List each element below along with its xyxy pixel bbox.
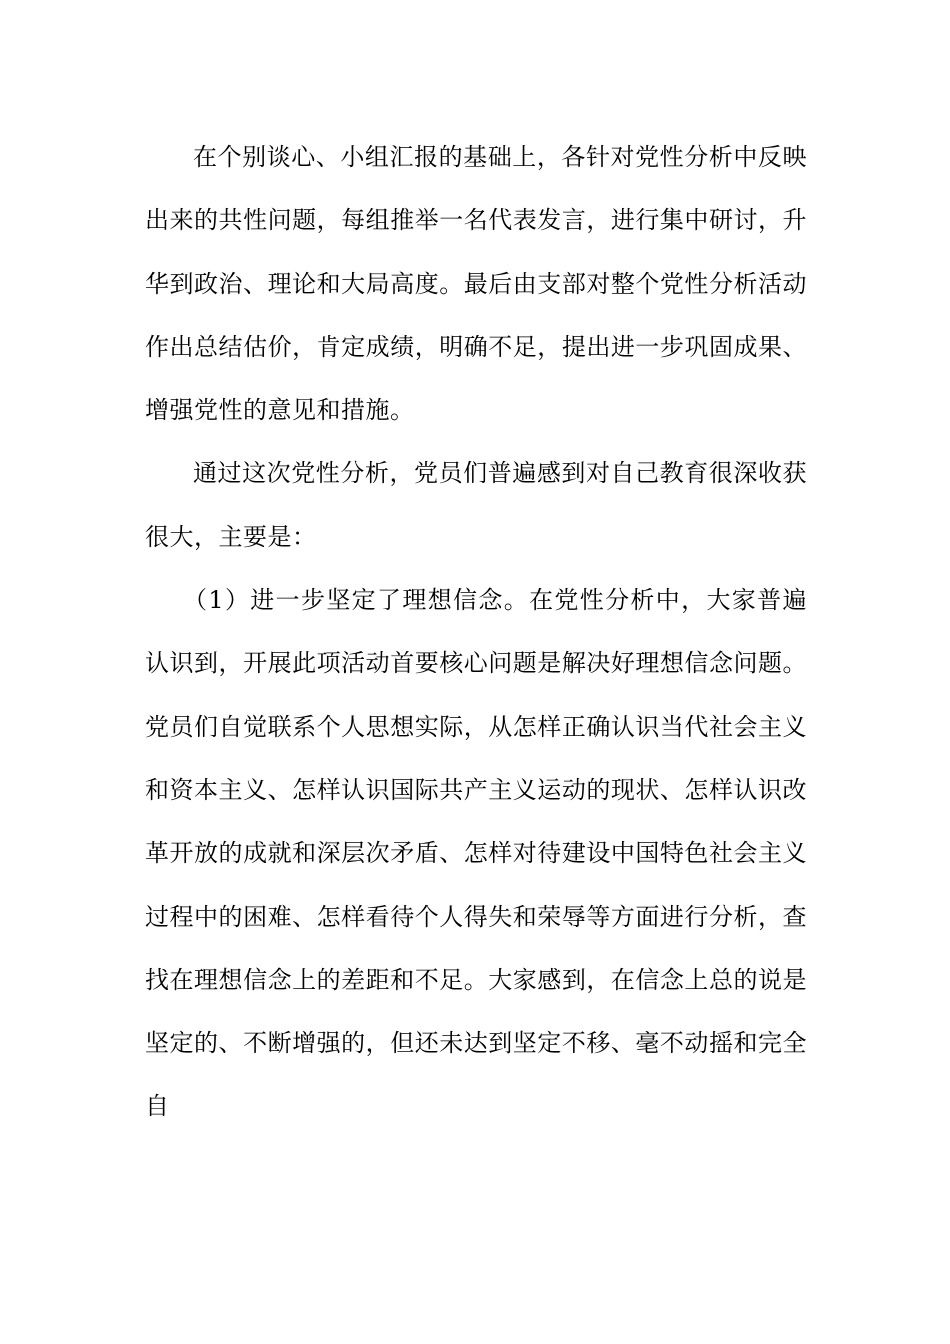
paragraph-item-1-ideals: （1）进一步坚定了理想信念。在党性分析中，大家普遍认识到，开展此项活动首要核心问题是解决好理想信念问题。党员们自觉联系个人思想实际，从怎样正确认识当代社会主义和资本主义、怎样认识国际共产主义运动的现状、怎样认识改革开放的成就和深层次矛盾、怎样对待建设中国特色社会主义过程中的困难、怎样看待个人得失和荣辱等方面进行分析，查找在理想信念上的差距和不足。大家感到，在信念上总的说是坚定的、不断增强的，但还未达到坚定不移、毫不动摇和完全自 bbox=[145, 586, 807, 1121]
paragraph-gains-intro: 通过这次党性分析，党员们普遍感到对自己教育很深收获很大，主要是： bbox=[145, 459, 807, 551]
paragraph-summary: 在个别谈心、小组汇报的基础上，各针对党性分析中反映出来的共性问题，每组推举一名代表发言，进行集中研讨，升华到政治、理论和大局高度。最后由支部对整个党性分析活动作出总结估价，肯定成绩，明确不足，提出进一步巩固成果、增强党性的意见和措施。 bbox=[145, 143, 807, 425]
document-body bbox=[145, 126, 807, 1139]
